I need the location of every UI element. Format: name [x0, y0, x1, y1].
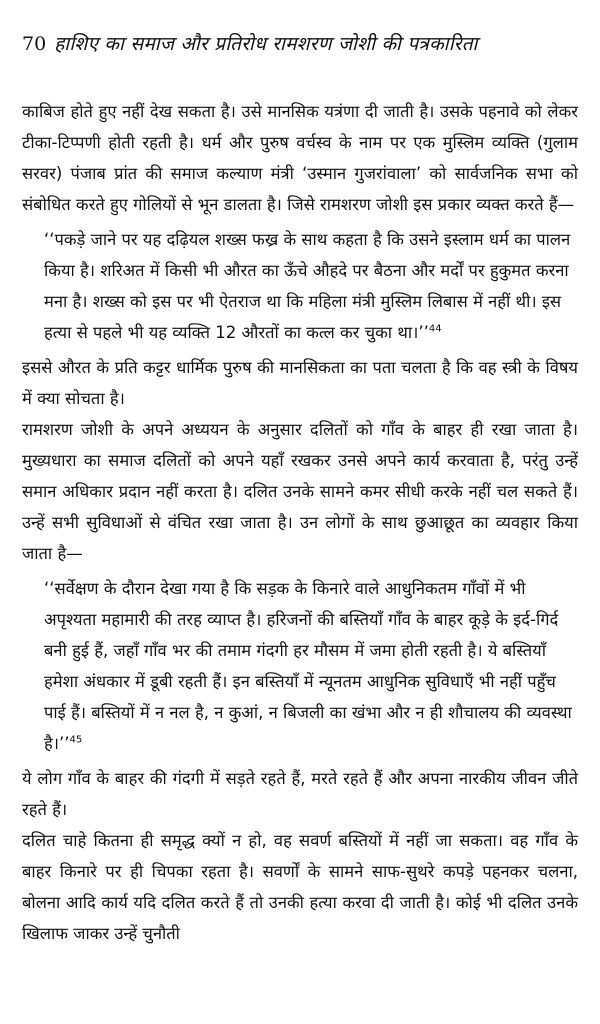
page-number: 70: [22, 33, 47, 55]
paragraph-1: काबिज होते हुए नहीं देख सकता है। उसे मानसिक यत्रंणा दी जाती है। उसके पहनावे को लेकर टीका-टिप्पणी होती रहती है। धर्म और पुरुष वर्चस्व के नाम पर एक मुस्लिम व्यक्ति (गुलाम सरवर) पंजाब प्रांत की समाज कल्याण मंत्री ‘उस्मान गुजरांवाला’ को सार्वजनिक सभा को संबोधित करते हुए गोलियों से भून डालता है। जिसे रामशरण जोशी इस प्रकार व्यक्त करते हैं—: [22, 102, 578, 214]
book-title: हाशिए का समाज और प्रतिरोध रामशरण जोशी की पत्रकारिता: [54, 33, 478, 55]
paragraph-4: ये लोग गाँव के बाहर की गंदगी में सड़ते रहते हैं, मरते रहते हैं और अपना नारकीय जीवन जीते रहते हैं।: [22, 769, 578, 819]
quote-2-text: ‘‘सर्वेक्षण के दौरान देखा गया है कि सड़क के किनारे वाले आधुनिकतम गाँवों में भी अपृश्यता महामारी की तरह व्याप्त है। हरिजनों की बस्तियाँ गाँव के बाहर कूड़े के इर्द-गिर्द बनी हुई हैं, जहाँ गाँव भर की तमाम गंदगी हर मौसम में जमा होती रहती है। ये बस्तियाँ हमेशा अंधकार में डूबी रहती हैं। इन बस्तियाँ में न्यूनतम आधुनिक सुविधाएँ भी नहीं पहुँच पाई हैं। बस्तियों में न नल है, न कुआं, न बिजली का खंभा और न ही शौचालय की व्यवस्था है।’’: [44, 579, 572, 753]
paragraph-3: रामशरण जोशी के अपने अध्ययन के अनुसार दलितों को गाँव के बाहर ही रखा जाता है। मुख्यधारा का समाज दलितों को अपने यहाँ रखकर उनसे अपने कार्य करवाता है, परंतु उन्हें समान अधिकार प्रदान नहीं करता है। दलित उनके सामने कमर सीधी करके नहीं चल सकते हैं। उन्हें सभी सुविधाओं से वंचित रखा जाता है। उन लोगों के साथ छुआछूत का व्यवहार किया जाता है—: [22, 420, 578, 563]
running-header: [22, 30, 578, 60]
block-quote-2: [44, 573, 578, 759]
paragraph-5: दलित चाहे कितना ही समृद्ध क्यों न हो, वह सवर्ण बस्तियों में नहीं जा सकता। वह गाँव के बाहर किनारे पर ही चिपका रहता है। सवर्णों के सामने साफ-सुथरे कपड़े पहनकर चलना, बोलना आदि कार्य यदि दलित करते हैं तो उनकी हत्या करवा दी जाती है। कोई भी दलित उनके खिलाफ जाकर उन्हें चुनौती: [22, 831, 578, 943]
paragraph-2: इससे औरत के प्रति कट्टर धार्मिक पुरुष की मानसिकता का पता चलता है कि वह स्त्री के विषय में क्या सोचता है।: [22, 358, 578, 408]
quote-1-text: ‘‘पकड़े जाने पर यह दढ़ियल शख्स फख्र के साथ कहता है कि उसने इस्लाम धर्म का पालन किया है। शरिअत में किसी भी औरत का ऊँचे औहदे पर बैठना और मर्दों पर हुकुमत करना मना है। शख्स को इस पर भी ऐतराज था कि महिला मंत्री मुस्लिम लिबास में नहीं थी। इस हत्या से पहले भी यह व्यक्ति 12 औरतों का कत्ल कर चुका था।’’: [44, 230, 571, 342]
footnote-ref-44: 44: [428, 323, 442, 335]
footnote-ref-45: 45: [69, 734, 83, 746]
block-quote-1: [44, 224, 578, 348]
